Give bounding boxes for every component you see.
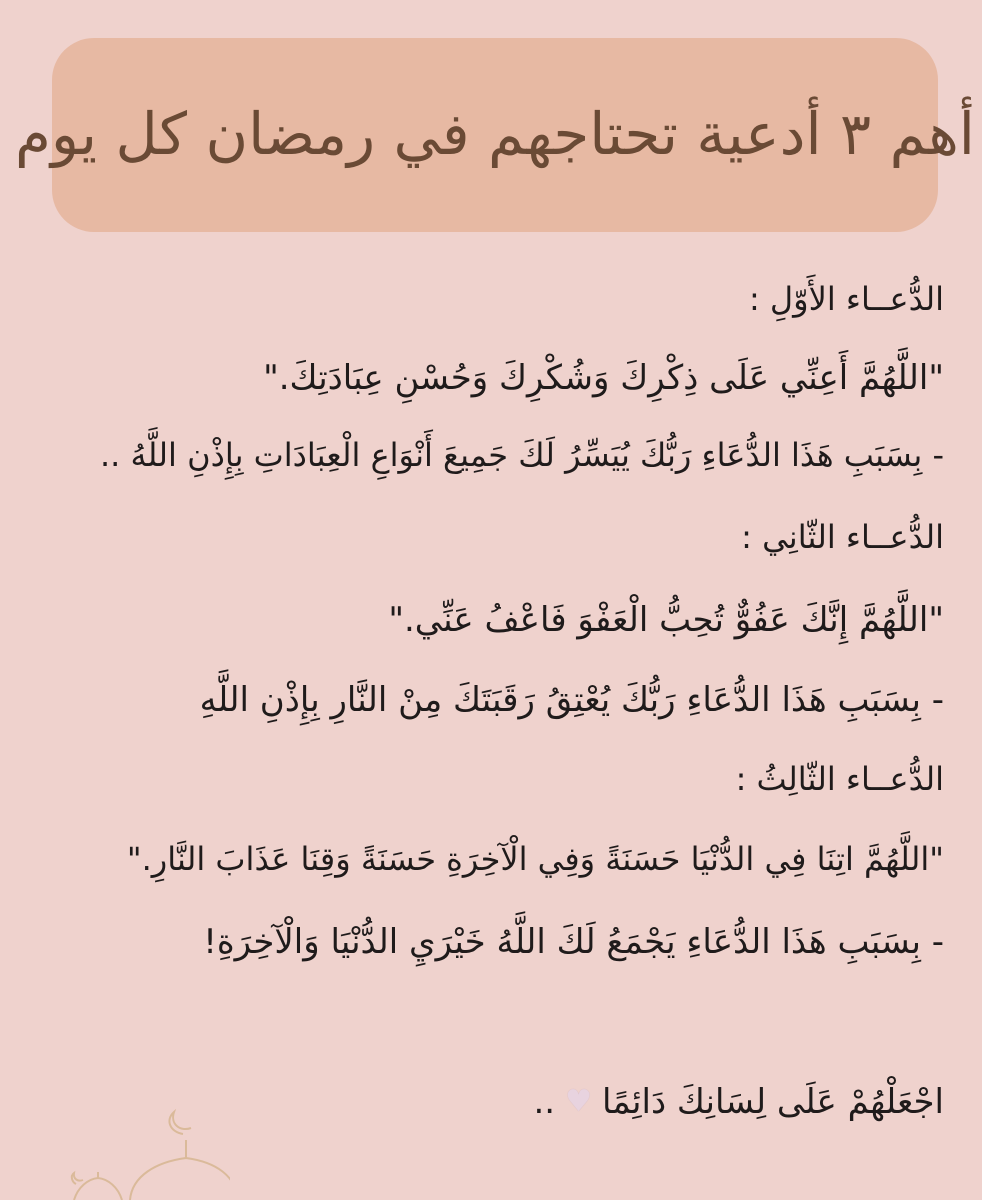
mosque-dome-icon — [0, 1040, 230, 1200]
heart-icon: ♥ — [565, 1084, 593, 1119]
section-2-benefit: - بِسَبَبِ هَذَا الدُّعَاءِ رَبُّكَ يُعْتِقُ رَقَبَتَكَ مِنْ النَّارِ بِإِذْنِ اللَّهِ — [199, 680, 944, 720]
title-card — [15, 38, 975, 232]
section-3-dua: "اللَّهُمَّ اتِنَا فِي الدُّنْيَا حَسَنَةً وَفِي الْآخِرَةِ حَسَنَةً وَقِنَا عَذَابَ النَّارِ." — [126, 840, 944, 878]
section-1-dua: "اللَّهُمَّ أَعِنِّي عَلَى ذِكْرِكَ وَشُكْرِكَ وَحُسْنِ عِبَادَتِكَ." — [263, 358, 944, 398]
closing-text: اجْعَلْهُمْ عَلَى لِسَانِكَ دَائِمًا — [602, 1082, 944, 1122]
section-1-heading: الدُّعــاء الأَوّلِ : — [748, 280, 944, 318]
section-3-heading: الدُّعــاء الثّالِثُ : — [735, 760, 944, 798]
page-title: أهم ٣ أدعية تحتاجهم في رمضان كل يوم — [15, 100, 975, 169]
section-2-dua: "اللَّهُمَّ إِنَّكَ عَفُوٌّ تُحِبُّ الْعَفْوَ فَاعْفُ عَنِّي." — [388, 600, 944, 640]
section-1-benefit: - بِسَبَبِ هَذَا الدُّعَاءِ رَبُّكَ يُيَسِّرُ لَكَ جَمِيعَ أَنْوَاعِ الْعِبَادَاتِ بِإِذْنِ اللَّهُ .. — [99, 436, 944, 474]
section-3-benefit: - بِسَبَبِ هَذَا الدُّعَاءِ يَجْمَعُ لَكَ اللَّهُ خَيْرَيِ الدُّنْيَا وَالْآخِرَةِ! — [203, 922, 944, 962]
section-2-heading: الدُّعــاء الثّانِي : — [741, 518, 944, 556]
closing-line — [534, 1082, 945, 1122]
closing-dots: .. — [533, 1082, 556, 1122]
